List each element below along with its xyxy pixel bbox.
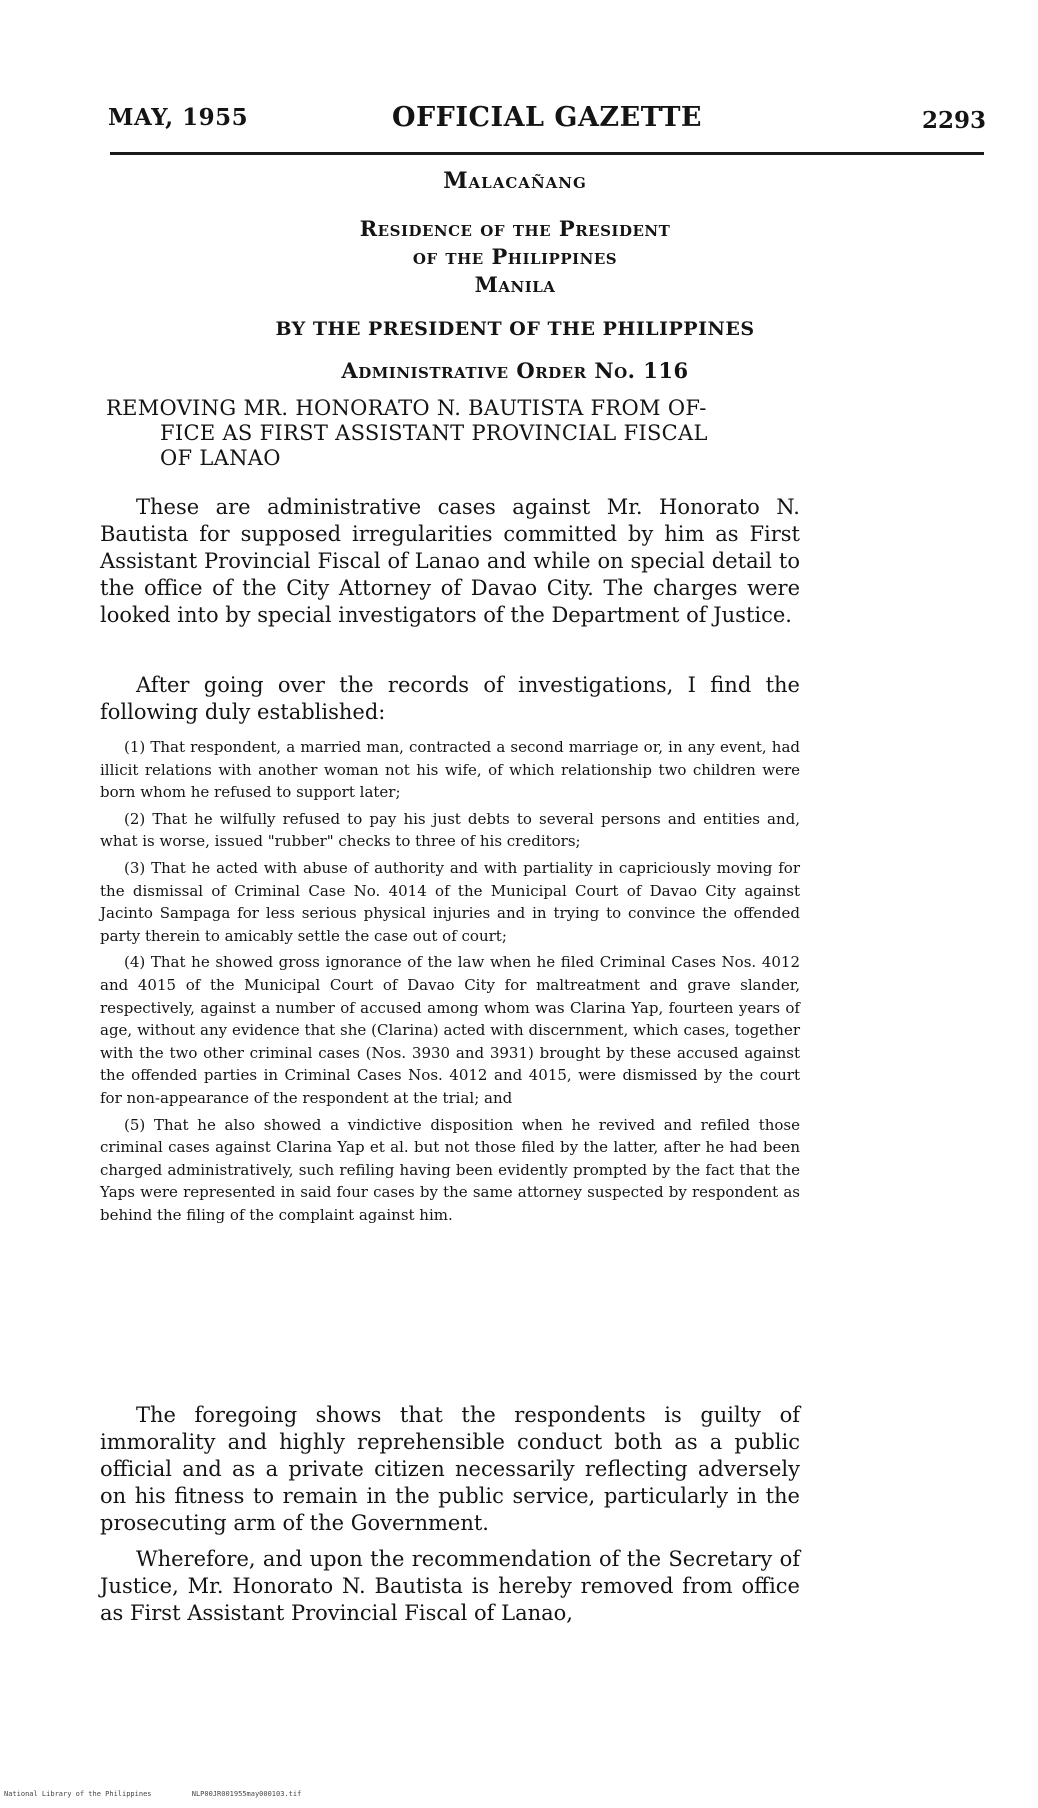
issue-date: MAY, 1955 (108, 104, 249, 131)
finding-item-3: (3) That he acted with abuse of authority and with partiality in capriciously moving for the dismissal of Criminal Case No. 4014 of the Municipal Court of Davao City against Jacinto Sampaga for less serious physical injuries and in trying to convince the offended party therein to amicably settle the case out of court; (100, 858, 800, 945)
finding-item-1: (1) That respondent, a married man, contracted a second marriage or, in any event, had illicit relations with another woman not his wife, of which relationship two children were born whom he refused to support later; (100, 738, 800, 802)
paragraph-findings-intro: After going over the records of investigations, I find the following duly established: (100, 673, 800, 724)
paragraph-conclusion: The foregoing shows that the respondents is guilty of immorality and highly reprehensible conduct both as a public official and as a private citizen necessarily reflecting adversely on his fitness to remain in the public service, particularly in the prosecuting arm of the Government. (100, 1403, 800, 1535)
findings-list (100, 736, 800, 1230)
residence-line-3: Manila (474, 272, 556, 297)
finding-item-2: (2) That he wilfully refused to pay his just debts to several persons and entities and, what is worse, issued "rubber" checks to three of his creditors; (100, 809, 800, 851)
residence-line-2: of the Philippines (412, 244, 618, 269)
publication-title: OFFICIAL GAZETTE (391, 102, 703, 133)
footer-filename: NLP00JR001955may000103.tif (191, 1790, 302, 1798)
order-title-line-2: FICE AS FIRST ASSISTANT PROVINCIAL FISCAL (160, 421, 708, 445)
order-number-heading: Administrative Order No. 116 (341, 358, 689, 383)
page-number: 2293 (921, 107, 986, 134)
paragraph-intro: These are administrative cases against Mr. Honorato N. Bautista for supposed irregularities committed by him as First Assistant Provincial Fiscal of Lanao and while on special detail to the office of the City Attorney of Davao City. The charges were looked into by special investigators of the Department of Justice. (100, 495, 800, 627)
footer-library: National Library of the Philippines (4, 1790, 152, 1798)
page-header (108, 104, 986, 144)
by-the-president-heading: BY THE PRESIDENT OF THE PHILIPPINES (275, 318, 755, 340)
order-title (106, 396, 806, 471)
order-title-line-3: OF LANAO (160, 446, 281, 470)
residence-heading (120, 215, 910, 299)
residence-line-1: Residence of the President (359, 216, 671, 241)
finding-item-4: (4) That he showed gross ignorance of the law when he filed Criminal Cases Nos. 4012 and 4015 of the Municipal Court of Davao City for maltreatment and grave slander, respectively, against a number of accused among whom was Clarina Yap, fourteen years of age, without any evidence that she (Clarina) acted with discernment, which cases, together with the two other criminal cases (Nos. 3930 and 3931) brought by these accused against the offended parties in Criminal Cases Nos. 4012 and 4015, were dismissed by the court for non-appearance of the respondent at the trial; and (100, 953, 800, 1107)
header-rule (110, 152, 984, 155)
scan-footer (4, 1790, 337, 1798)
malacanang-heading: Malacañang (443, 168, 587, 194)
finding-item-5: (5) That he also showed a vindictive disposition when he revived and refiled those criminal cases against Clarina Yap et al. but not those filed by the latter, after he had been charged administratively, such refiling having been evidently prompted by the fact that the Yaps were represented in said four cases by the same attorney suspected by respondent as behind the filing of the complaint against him. (100, 1115, 800, 1224)
order-title-line-1: REMOVING MR. HONORATO N. BAUTISTA FROM OF- (106, 396, 707, 420)
paragraph-wherefore: Wherefore, and upon the recommendation of the Secretary of Justice, Mr. Honorato N. Bautista is hereby removed from office as First Assistant Provincial Fiscal of Lanao, (100, 1547, 800, 1625)
